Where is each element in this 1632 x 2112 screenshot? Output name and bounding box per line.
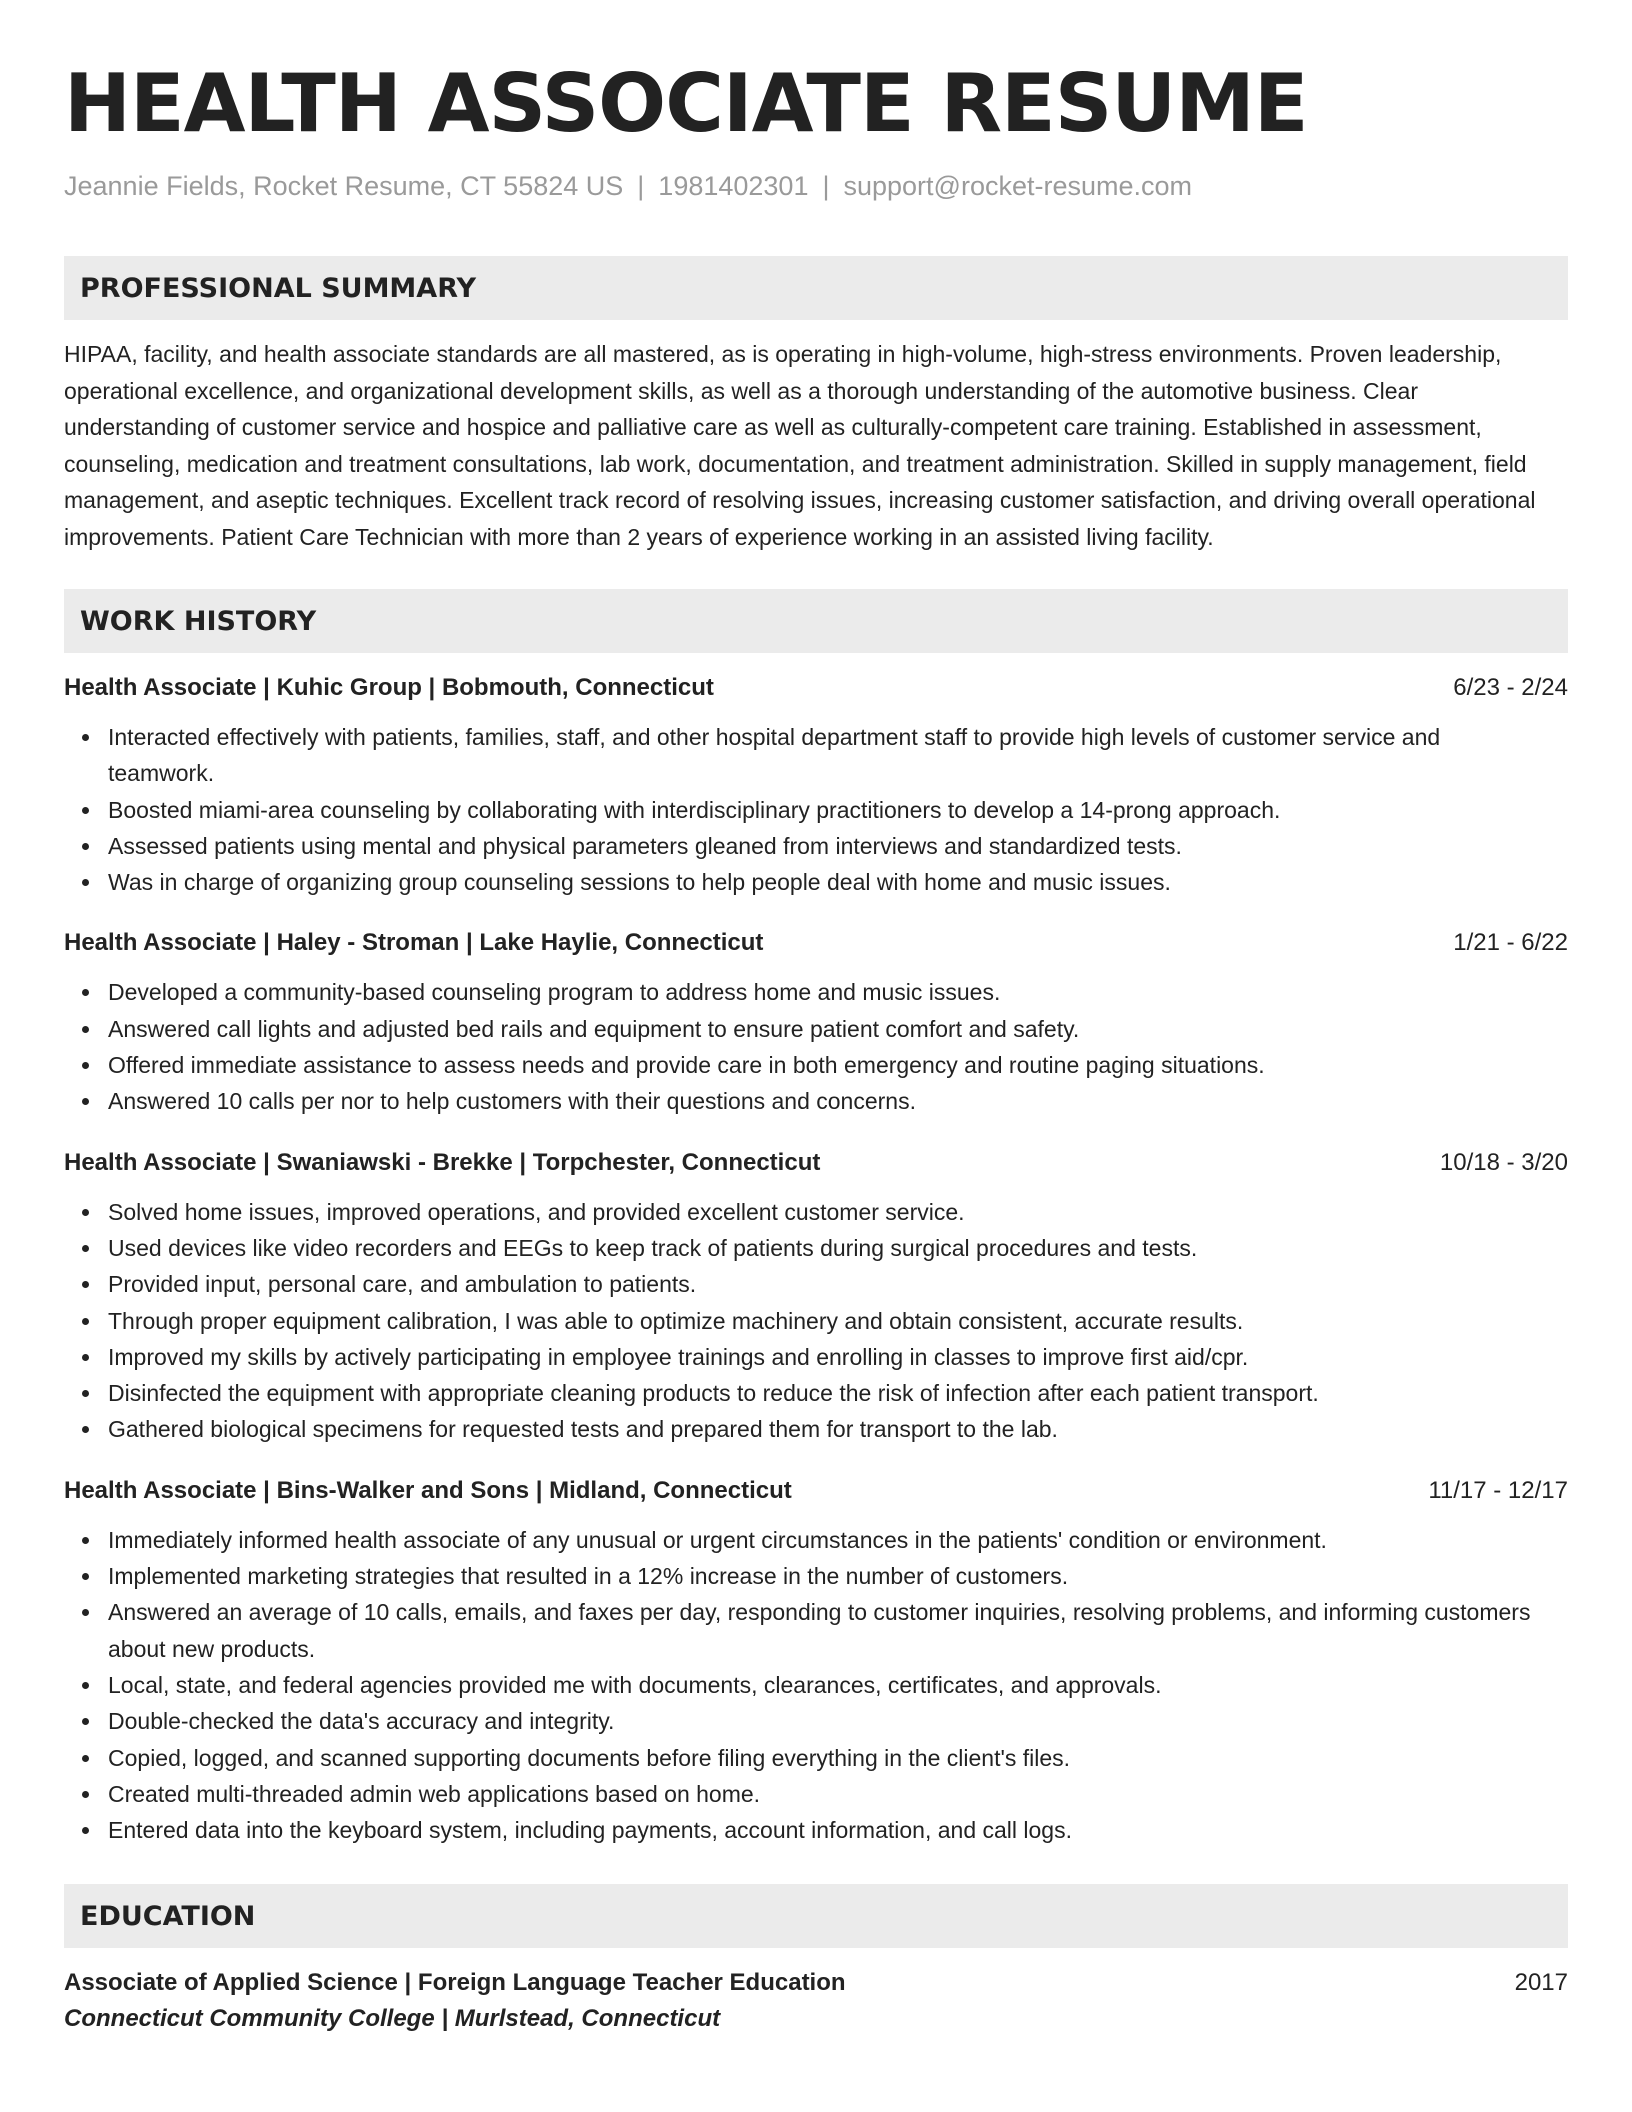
job-bullet: Through proper equipment calibration, I was able to optimize machinery and obtain consistent, accurate results. xyxy=(108,1303,1568,1339)
job-bullet: Created multi-threaded admin web applications based on home. xyxy=(108,1776,1568,1812)
job-bullet: Solved home issues, improved operations, and provided excellent customer service. xyxy=(108,1194,1568,1230)
job-bullet: Entered data into the keyboard system, including payments, account information, and call logs. xyxy=(108,1812,1568,1848)
education-school: Connecticut Community College | Murlstead, Connecticut xyxy=(64,2005,721,2033)
job-bullet: Copied, logged, and scanned supporting documents before filing everything in the client's files. xyxy=(108,1740,1568,1776)
job-bullet: Used devices like video recorders and EEGs to keep track of patients during surgical procedures and tests. xyxy=(108,1230,1568,1266)
contact-separator: | xyxy=(822,171,830,201)
resume-title: HEALTH ASSOCIATE RESUME xyxy=(64,57,1308,150)
job-bullet: Double-checked the data's accuracy and integrity. xyxy=(108,1703,1568,1739)
job-entry xyxy=(64,1146,1568,1448)
job-bullet: Answered 10 calls per nor to help customers with their questions and concerns. xyxy=(108,1083,1568,1119)
job-bullet-list xyxy=(64,1522,1568,1849)
contact-address: Jeannie Fields, Rocket Resume, CT 55824 US xyxy=(64,171,624,201)
job-bullet: Implemented marketing strategies that resulted in a 12% increase in the number of customers. xyxy=(108,1558,1568,1594)
job-bullet: Immediately informed health associate of any unusual or urgent circumstances in the patients' condition or environment. xyxy=(108,1522,1568,1558)
job-heading: Health Associate | Swaniawski - Brekke | Torpchester, Connecticut xyxy=(64,1148,821,1176)
contact-phone: 1981402301 xyxy=(658,171,809,201)
job-bullet-list xyxy=(64,719,1568,900)
job-entry xyxy=(64,1474,1568,1849)
job-dates: 11/17 - 12/17 xyxy=(1428,1476,1568,1504)
section-header-education: EDUCATION xyxy=(64,1884,1568,1948)
job-bullet: Interacted effectively with patients, families, staff, and other hospital department staff to provide high levels of customer service and teamwork. xyxy=(108,719,1568,792)
job-heading: Health Associate | Haley - Stroman | Lake Haylie, Connecticut xyxy=(64,929,764,957)
job-bullet: Provided input, personal care, and ambulation to patients. xyxy=(108,1266,1568,1302)
job-entry xyxy=(64,926,1568,1119)
contact-separator: | xyxy=(637,171,645,201)
job-bullet: Local, state, and federal agencies provided me with documents, clearances, certificates, and approvals. xyxy=(108,1667,1568,1703)
education-year: 2017 xyxy=(1514,1969,1568,1997)
education-entry xyxy=(64,1966,1568,2038)
job-heading: Health Associate | Bins-Walker and Sons | Midland, Connecticut xyxy=(64,1476,792,1504)
contact-line xyxy=(64,168,1568,204)
job-bullet: Disinfected the equipment with appropriate cleaning products to reduce the risk of infection after each patient transport. xyxy=(108,1375,1568,1411)
job-bullet: Offered immediate assistance to assess needs and provide care in both emergency and routine paging situations. xyxy=(108,1047,1568,1083)
job-bullet-list xyxy=(64,974,1568,1119)
section-header-work-history: WORK HISTORY xyxy=(64,589,1568,653)
education-degree: Associate of Applied Science | Foreign Language Teacher Education xyxy=(64,1969,846,1997)
job-dates: 6/23 - 2/24 xyxy=(1453,674,1568,701)
job-bullet: Assessed patients using mental and physical parameters gleaned from interviews and standardized tests. xyxy=(108,828,1568,864)
job-entry xyxy=(64,671,1568,900)
job-bullet: Answered an average of 10 calls, emails, and faxes per day, responding to customer inquiries, resolving problems, and informing customers about new products. xyxy=(108,1594,1568,1667)
job-bullet-list xyxy=(64,1194,1568,1448)
job-bullet: Boosted miami-area counseling by collaborating with interdisciplinary practitioners to develop a 14-prong approach. xyxy=(108,792,1568,828)
job-bullet: Improved my skills by actively participating in employee trainings and enrolling in classes to improve first aid/cpr. xyxy=(108,1339,1568,1375)
section-header-professional-summary: PROFESSIONAL SUMMARY xyxy=(64,256,1568,320)
job-bullet: Gathered biological specimens for requested tests and prepared them for transport to the lab. xyxy=(108,1411,1568,1447)
job-bullet: Developed a community-based counseling program to address home and music issues. xyxy=(108,974,1568,1010)
job-bullet: Answered call lights and adjusted bed rails and equipment to ensure patient comfort and safety. xyxy=(108,1011,1568,1047)
contact-email: support@rocket-resume.com xyxy=(843,171,1193,201)
job-bullet: Was in charge of organizing group counseling sessions to help people deal with home and music issues. xyxy=(108,864,1568,900)
job-heading: Health Associate | Kuhic Group | Bobmouth, Connecticut xyxy=(64,674,714,701)
job-dates: 10/18 - 3/20 xyxy=(1439,1148,1568,1176)
job-dates: 1/21 - 6/22 xyxy=(1453,929,1568,957)
professional-summary-text: HIPAA, facility, and health associate standards are all mastered, as is operating in high-volume, high-stress environments. Proven leadership, operational excellence, and organizational development skills, as well as a thorough understanding of the automotive business. Clear understanding of customer service and hospice and palliative care as well as culturally-competent care training. Established in assessment, counseling, medication and treatment consultations, lab work, documentation, and treatment administration. Skilled in supply management, field management, and aseptic techniques. Excellent track record of resolving issues, increasing customer satisfaction, and driving overall operational improvements. Patient Care Technician with more than 2 years of experience working in an assisted living facility. xyxy=(64,341,1536,550)
